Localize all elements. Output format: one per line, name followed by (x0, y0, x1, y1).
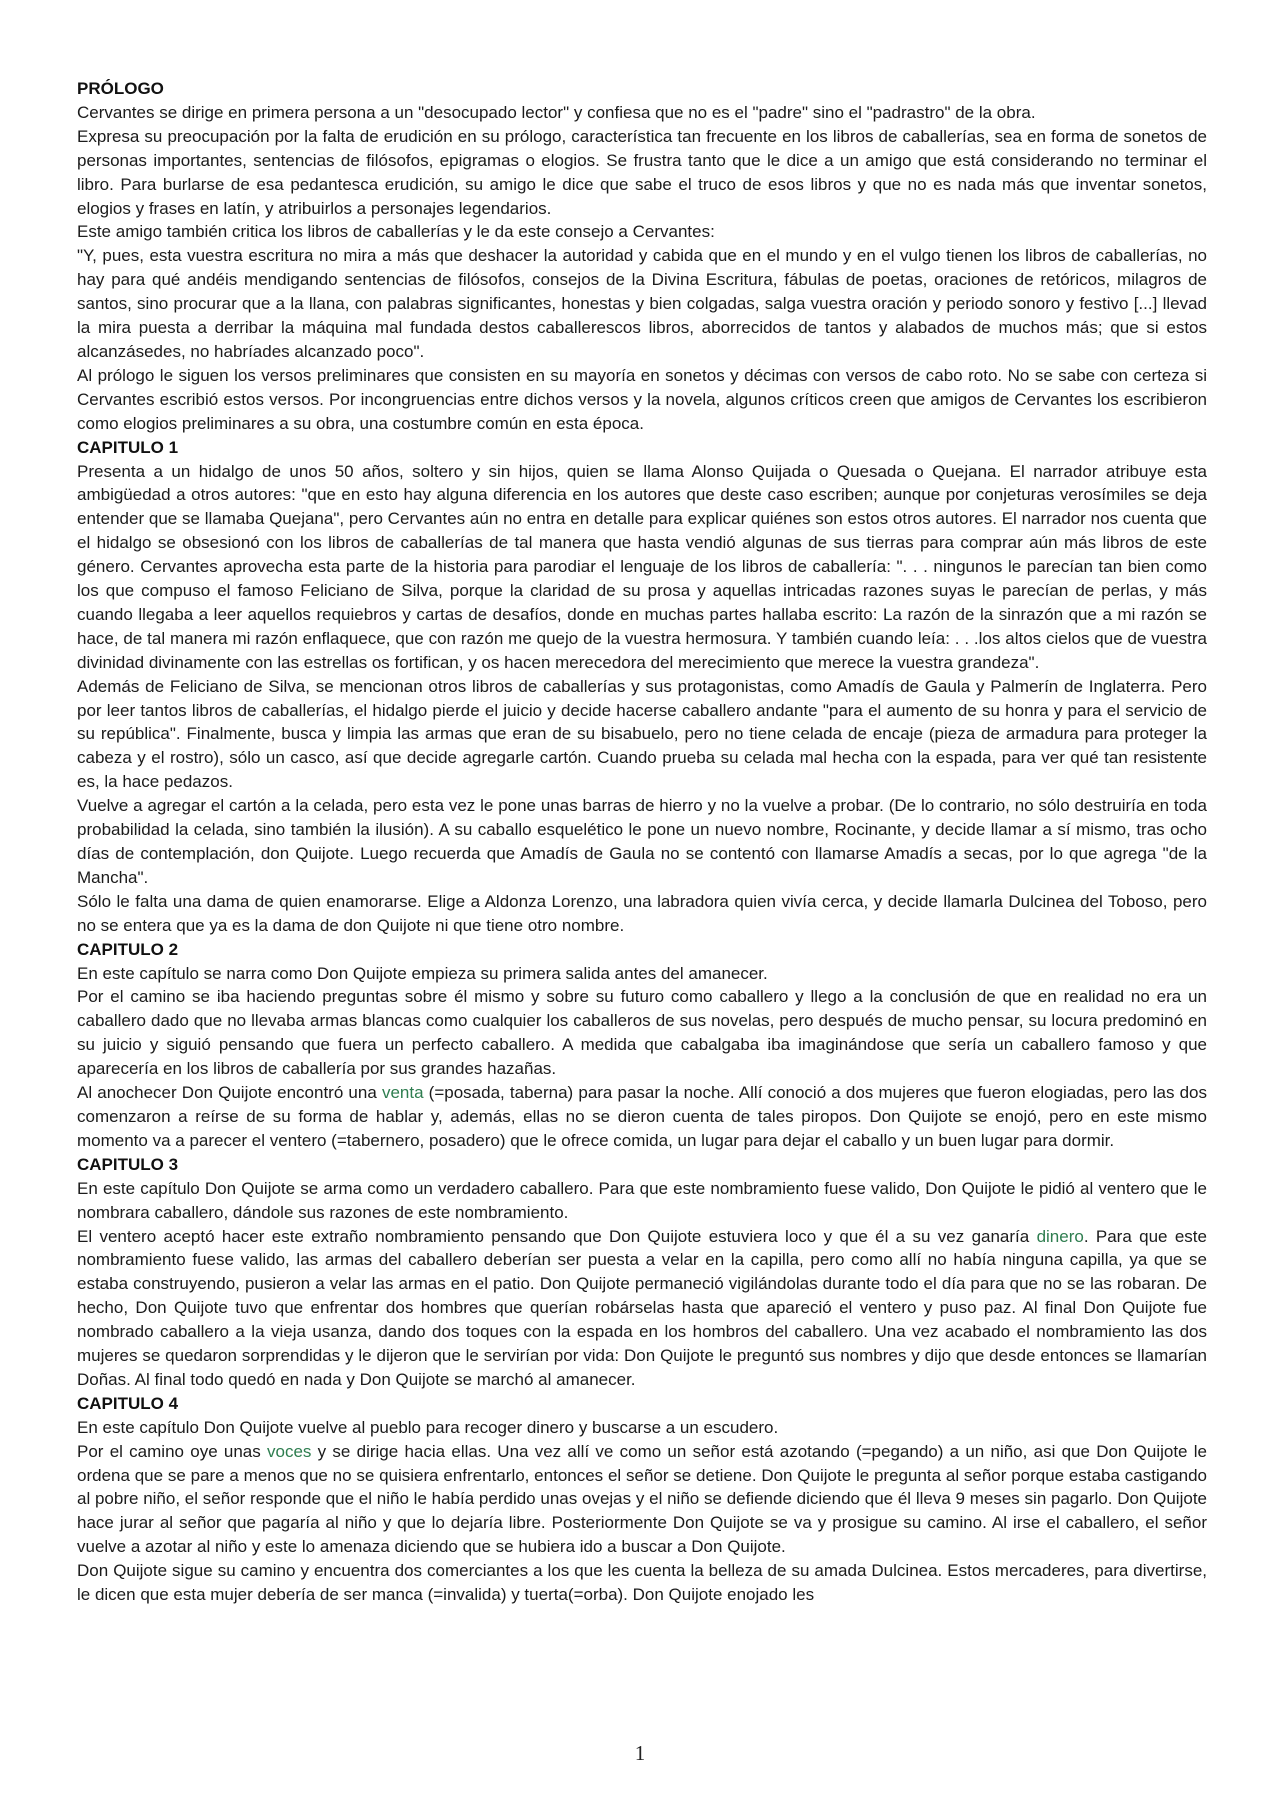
section-heading-capitulo-1: CAPITULO 1 (77, 437, 179, 457)
quote-paragraph: "Y, pues, esta vuestra escritura no mira a más que deshacer la autoridad y cabida que en el mundo y en el vulgo tienen los libros de caballerías, no hay para qué andéis mendigando sentencias de filósofos, consejos de la Divina Escritura, fábulas de poetas, oraciones de retóricos, milagros de santos, sino procurar que a la llana, con palabras significantes, honestas y bien colgadas, salga vuestra oración y periodo sonoro y festivo [...] llevad la mira puesta a derribar la máquina mal fundada destos caballerescos libros, aborrecidos de tantos y alabados de muchos más; que si estos alcanzásedes, no habríades alcanzado poco". (77, 246, 1207, 361)
paragraph (77, 1225, 1207, 1392)
paragraph: Expresa su preocupación por la falta de erudición en su prólogo, característica tan frecuente en los libros de caballerías, sea en forma de sonetos de personas importantes, sentencias de filósofos, epigramas o elogios. Se frustra tanto que le dice a un amigo que está considerando no terminar el libro. Para burlarse de esa pedantesca erudición, su amigo le dice que sabe el truco de esos libros y que no es nada más que inventar sonetos, elogios y frases en latín, y atribuirlos a personajes legendarios. (77, 126, 1207, 218)
text-run: y se dirige hacia ellas. Una vez allí ve como un señor está azotando (=pegando) a un niño, asi que Don Quijote le ordena que se pare a menos que no se quisiera enfrentarlo, entonces el señor se detiene. Don Quijote le pregunta al señor porque estaba castigando al pobre niño, el señor responde que el niño le había perdido unas ovejas y el niño se defiende diciendo que él lleva 9 meses sin pagarlo. Don Quijote hace jurar al señor que pagaría al niño y que lo dejaría libre. Posteriormente Don Quijote se va y prosigue su camino. Al irse el caballero, el señor vuelve a azotar al niño y este lo amenaza diciendo que se hubiera ido a buscar a Don Quijote. (77, 1441, 1207, 1557)
link-venta[interactable]: venta (381, 1083, 424, 1103)
page-number: 1 (634, 1741, 646, 1765)
paragraph: En este capítulo se narra como Don Quijote empieza su primera salida antes del amanecer. (77, 963, 768, 983)
section-heading-capitulo-2: CAPITULO 2 (77, 939, 179, 959)
paragraph (77, 1440, 1207, 1560)
document-body (77, 77, 1207, 1607)
text-run: Por el camino oye unas (77, 1441, 268, 1461)
paragraph: Por el camino se iba haciendo preguntas sobre él mismo y sobre su futuro como caballero y llego a la conclusión de que en realidad no era un caballero dado que no llevaba armas blancas como cualquier los caballeros de sus novelas, pero después de mucho pensar, su locura predominó en su juicio y siguió pensando que fuera un perfecto caballero. A medida que cabalgaba iba imaginándose que sería un caballero famoso y que aparecería en los libros de caballería por sus grandes hazañas. (77, 987, 1207, 1079)
paragraph (77, 1081, 1207, 1153)
section-heading-capitulo-3: CAPITULO 3 (77, 1154, 179, 1174)
paragraph: Sólo le falta una dama de quien enamorarse. Elige a Aldonza Lorenzo, una labradora quien vivía cerca, y decide llamarla Dulcinea del Toboso, pero no se entera que ya es la dama de don Quijote ni que tiene otro nombre. (77, 891, 1207, 935)
link-voces[interactable]: voces (267, 1441, 312, 1461)
paragraph: Presenta a un hidalgo de unos 50 años, soltero y sin hijos, quien se llama Alonso Quijada o Quesada o Quejana. El narrador atribuye esta ambigüedad a otros autores: "que en esto hay alguna diferencia en los autores que deste caso escriben; aunque por conjeturas verosímiles se deja entender que se llamaba Quejana", pero Cervantes aún no entra en detalle para explicar quiénes son estos otros autores. El narrador nos cuenta que el hidalgo se obsesionó con los libros de caballerías de tal manera que hasta vendió algunas de sus tierras para comprar aún más libros de este género. Cervantes aprovecha esta parte de la historia para parodiar el lenguaje de los libros de caballería: ". . . ningunos le parecían tan bien como los que compuso el famoso Feliciano de Silva, porque la claridad de su prosa y aquellas intricadas razones suyas le parecían de perlas, y más cuando llegaba a leer aquellos requiebros y cartas de desafíos, donde en muchas partes hallaba escrito: La razón de la sinrazón que a mi razón se hace, de tal manera mi razón enflaquece, que con razón me quejo de la vuestra hermosura. Y también cuando leía: . . .los altos cielos que de vuestra divinidad divinamente con las estrellas os fortifican, y os hacen merecedora del merecimiento que merece la vuestra grandeza". (77, 461, 1207, 672)
text-run: (=posada, taberna) para pasar la noche. Allí conoció a dos mujeres que fueron elogiadas, pero las dos comenzaron a reírse de su forma de hablar y, además, ellas no se dieron cuenta de tales piropos. Don Quijote se enojó, pero en este mismo momento va a parecer el ventero (=tabernero, posadero) que le ofrece comida, un lugar para dejar el caballo y un buen lugar para dormir. (77, 1083, 1208, 1150)
paragraph: Cervantes se dirige en primera persona a un "desocupado lector" y confiesa que no es el "padre" sino el "padrastro" de la obra. (77, 102, 1036, 122)
text-run: El ventero aceptó hacer este extraño nombramiento pensando que Don Quijote estuviera loco y que él a su vez ganaría (77, 1226, 1037, 1246)
paragraph: Don Quijote sigue su camino y encuentra dos comerciantes a los que les cuenta la belleza de su amada Dulcinea. Estos mercaderes, para divertirse, le dicen que esta mujer debería de ser manca (=invalida) y tuerta(=orba). Don Quijote enojado les (77, 1561, 1207, 1605)
paragraph: En este capítulo Don Quijote se arma como un verdadero caballero. Para que este nombramiento fuese valido, Don Quijote le pidió al ventero que le nombrara caballero, dándole sus razones de este nombramiento. (77, 1178, 1207, 1222)
section-heading-capitulo-4: CAPITULO 4 (77, 1393, 179, 1413)
paragraph: Al prólogo le siguen los versos preliminares que consisten en su mayoría en sonetos y décimas con versos de cabo roto. No se sabe con certeza si Cervantes escribió estos versos. Por incongruencias entre dichos versos y la novela, algunos críticos creen que amigos de Cervantes los escribieron como elogios preliminares a su obra, una costumbre común en esta época. (77, 365, 1207, 433)
paragraph: Vuelve a agregar el cartón a la celada, pero esta vez le pone unas barras de hierro y no la vuelve a probar. (De lo contrario, no sólo destruiría en toda probabilidad la celada, sino también la ilusión). A su caballo esquelético le pone un nuevo nombre, Rocinante, y decide llamar a sí mismo, tras ocho días de contemplación, don Quijote. Luego recuerda que Amadís de Gaula no se contentó con llamarse Amadís a secas, por lo que agrega "de la Mancha". (77, 796, 1207, 887)
paragraph: Este amigo también critica los libros de caballerías y le da este consejo a Cervantes: (77, 222, 715, 242)
link-dinero[interactable]: dinero (1036, 1226, 1084, 1246)
text-run: . Para que este nombramiento fuese valido, las armas del caballero deberían ser puesta a velar en la capilla, pero como allí no había ninguna capilla, ya que se estaba construyendo, pusieron a velar las armas en el patio. Don Quijote permaneció vigilándolas durante todo el día para que no se las robaran. De hecho, Don Quijote tuvo que enfrentar dos hombres que querían robárselas hasta que apareció el ventero y puso paz. Al final Don Quijote fue nombrado caballero a la vieja usanza, dando dos toques con la espada en los hombros del caballero. Una vez acabado el nombramiento las dos mujeres se quedaron sorprendidas y le dijeron que le servirían por vida: Don Quijote le preguntó sus nombres y dijo que desde entonces se llamarían Doñas. Al final todo quedó en nada y Don Quijote se marchó al amanecer. (77, 1226, 1207, 1389)
text-run: Al anochecer Don Quijote encontró una (77, 1083, 382, 1103)
section-heading-prologo: PRÓLOGO (77, 79, 164, 98)
paragraph: En este capítulo Don Quijote vuelve al pueblo para recoger dinero y buscarse a un escudero. (77, 1417, 779, 1437)
paragraph: Además de Feliciano de Silva, se mencionan otros libros de caballerías y sus protagonistas, como Amadís de Gaula y Palmerín de Inglaterra. Pero por leer tantos libros de caballerías, el hidalgo pierde el juicio y decide hacerse caballero andante "para el aumento de su honra y para el servicio de su república". Finalmente, busca y limpia las armas que eran de su bisabuelo, pero no tiene celada de encaje (pieza de armadura para proteger la cabeza y el rostro), sólo un casco, así que decide agregarle cartón. Cuando prueba su celada mal hecha con la espada, para ver qué tan resistente es, la hace pedazos. (77, 676, 1207, 792)
